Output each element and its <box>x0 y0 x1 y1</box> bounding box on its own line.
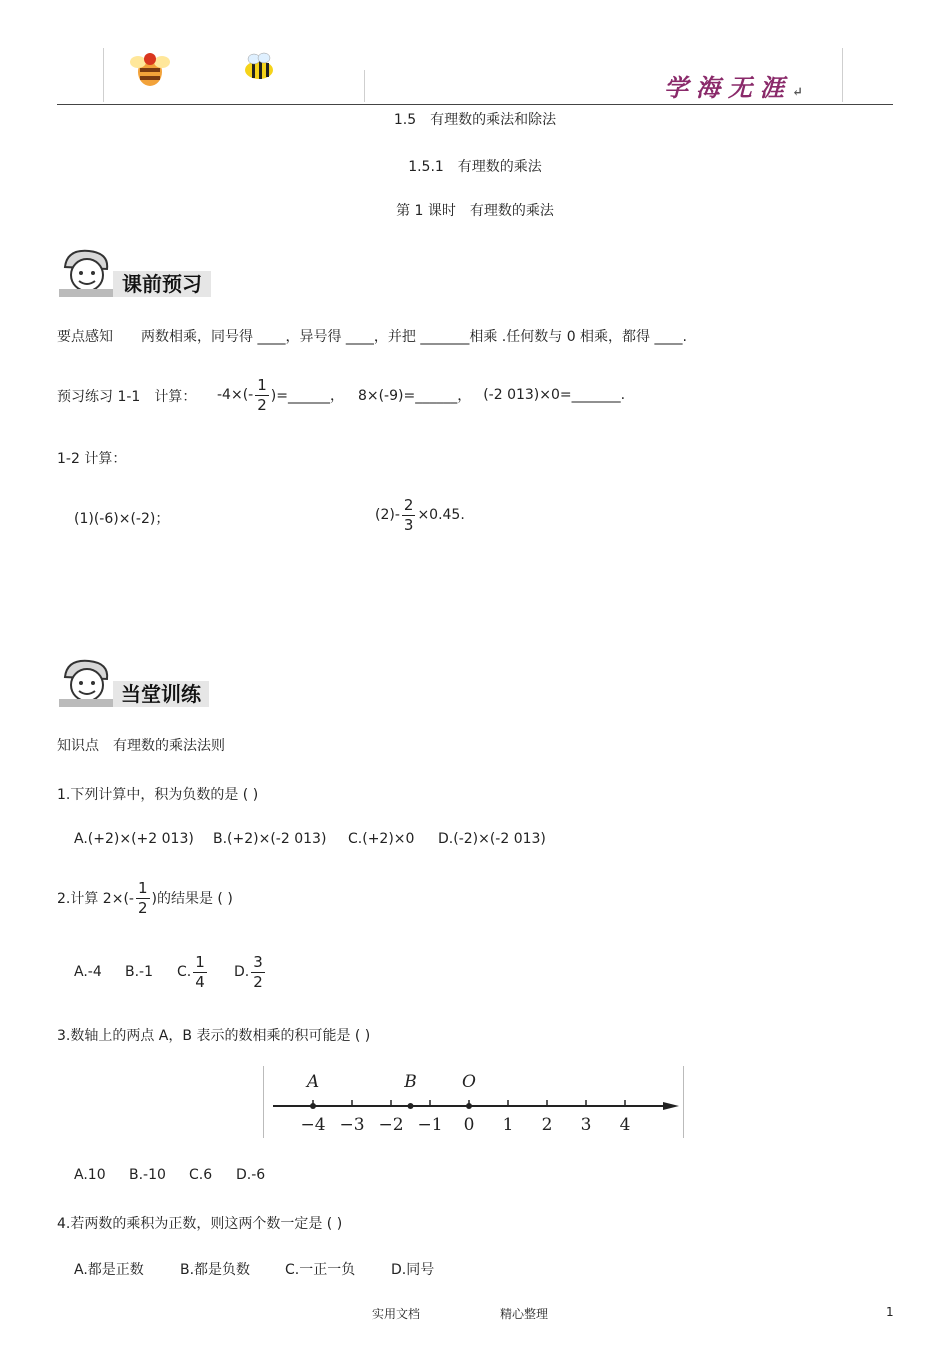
brand-logo: 学海无涯↵ <box>664 73 803 102</box>
bee-mascot-icon <box>128 50 174 90</box>
fraction-one-half: $\frac{1}{2}$ <box>137 878 148 917</box>
question-2-option-b: B.-1 <box>125 964 154 980</box>
key-points-text: 两数相乘，同号得 ____，异号得 ____，并把 _______相乘 .任何数与 0 相乘，都得 ____. <box>141 329 687 345</box>
cartoon-boy-icon <box>57 245 117 298</box>
question-1-stem: 1.下列计算中，积为负数的是 ( ) <box>57 787 259 803</box>
footer-left: 实用文档 <box>372 1307 421 1321</box>
key-points-label: 要点感知 <box>57 329 113 345</box>
question-1-option-b: B.(+2)×(-2 013) <box>213 831 327 847</box>
practice-1-2-item-1: (1)(-6)×(-2)； <box>74 511 170 527</box>
lesson-title: 第 1 课时 有理数的乘法 <box>396 203 554 219</box>
question-1-option-d: D.(-2)×(-2 013) <box>438 831 546 847</box>
classroom-training-banner <box>57 655 209 708</box>
number-line-arrow <box>663 1102 679 1110</box>
number-line-tick-label: 2 <box>541 1115 553 1135</box>
number-line-tick-label: 3 <box>580 1115 592 1135</box>
number-line-tick-label: 4 <box>619 1115 631 1135</box>
header-divider <box>103 48 104 102</box>
question-3-stem: 3.数轴上的两点 A，B 表示的数相乘的积可能是 ( ) <box>57 1028 371 1044</box>
bee-icon <box>240 52 278 82</box>
number-line-point-label: O <box>462 1072 476 1092</box>
question-4-option-c: C.一正一负 <box>285 1262 356 1278</box>
number-line-point <box>310 1103 316 1109</box>
number-line-point <box>466 1103 472 1109</box>
number-line-tick-label: 1 <box>502 1115 514 1135</box>
footer-right: 精心整理 <box>500 1307 549 1321</box>
question-2-option-c: C. $\frac{1}{4}$ <box>177 952 205 991</box>
cartoon-boy-icon <box>57 655 117 708</box>
header-rule <box>57 104 893 105</box>
classroom-training-banner-label: 当堂训练 <box>113 681 209 707</box>
question-1-option-a: A.(+2)×(+2 013) <box>74 831 194 847</box>
knowledge-point-title: 知识点 有理数的乘法法则 <box>57 738 225 754</box>
question-4-option-b: B.都是负数 <box>180 1262 251 1278</box>
question-1-option-c: C.(+2)×0 <box>348 831 415 847</box>
pre-practice-label: 预习练习 1-1 计算： <box>57 389 197 405</box>
header-divider <box>842 48 843 102</box>
subsection-title: 1.5.1 有理数的乘法 <box>408 159 542 175</box>
page-number: 1 <box>886 1305 894 1319</box>
number-line-figure <box>263 1066 685 1138</box>
question-3-option-a: A.10 <box>74 1167 106 1183</box>
practice-1-2-label: 1-2 计算： <box>57 451 127 467</box>
question-3-option-b: B.-10 <box>129 1167 166 1183</box>
question-4-option-a: A.都是正数 <box>74 1262 144 1278</box>
preview-banner <box>57 245 212 298</box>
section-title: 1.5 有理数的乘法和除法 <box>393 112 557 128</box>
header-divider <box>364 70 365 102</box>
pre-practice-expression: -4×(- $\frac{1}{2}$ )=______， 8×(-9)=______， (-2 013)×0=_______. <box>217 375 626 414</box>
question-4-stem: 4.若两数的乘积为正数，则这两个数一定是 ( ) <box>57 1216 343 1232</box>
number-line-tick-label: −3 <box>339 1115 365 1135</box>
question-2-stem: 2.计算 2×(- $\frac{1}{2}$ )的结果是 ( ) <box>57 878 233 917</box>
question-2-option-d: D. $\frac{3}{2}$ <box>234 952 263 991</box>
number-line-tick-label: −2 <box>378 1115 404 1135</box>
fraction-one-half: $\frac{1}{2}$ <box>257 375 267 414</box>
preview-banner-label: 课前预习 <box>113 271 211 297</box>
question-2-option-a: A.-4 <box>74 964 102 980</box>
question-4-option-d: D.同号 <box>391 1262 435 1278</box>
number-line-point <box>408 1103 414 1109</box>
question-3-option-d: D.-6 <box>236 1167 266 1183</box>
number-line-tick-label: −1 <box>417 1115 443 1135</box>
fraction-three-halves: $\frac{3}{2}$ <box>253 952 263 991</box>
number-line-tick-label: −4 <box>300 1115 326 1135</box>
practice-1-2-item-2: (2)- $\frac{2}{3}$ ×0.45. <box>375 495 465 534</box>
fraction-one-quarter: $\frac{1}{4}$ <box>195 952 205 991</box>
fraction-two-thirds: $\frac{2}{3}$ <box>403 495 414 534</box>
question-3-option-c: C.6 <box>189 1167 213 1183</box>
number-line-tick-label: 0 <box>463 1115 475 1135</box>
number-line-point-label: A <box>306 1072 320 1092</box>
number-line-point-label: B <box>404 1072 417 1092</box>
